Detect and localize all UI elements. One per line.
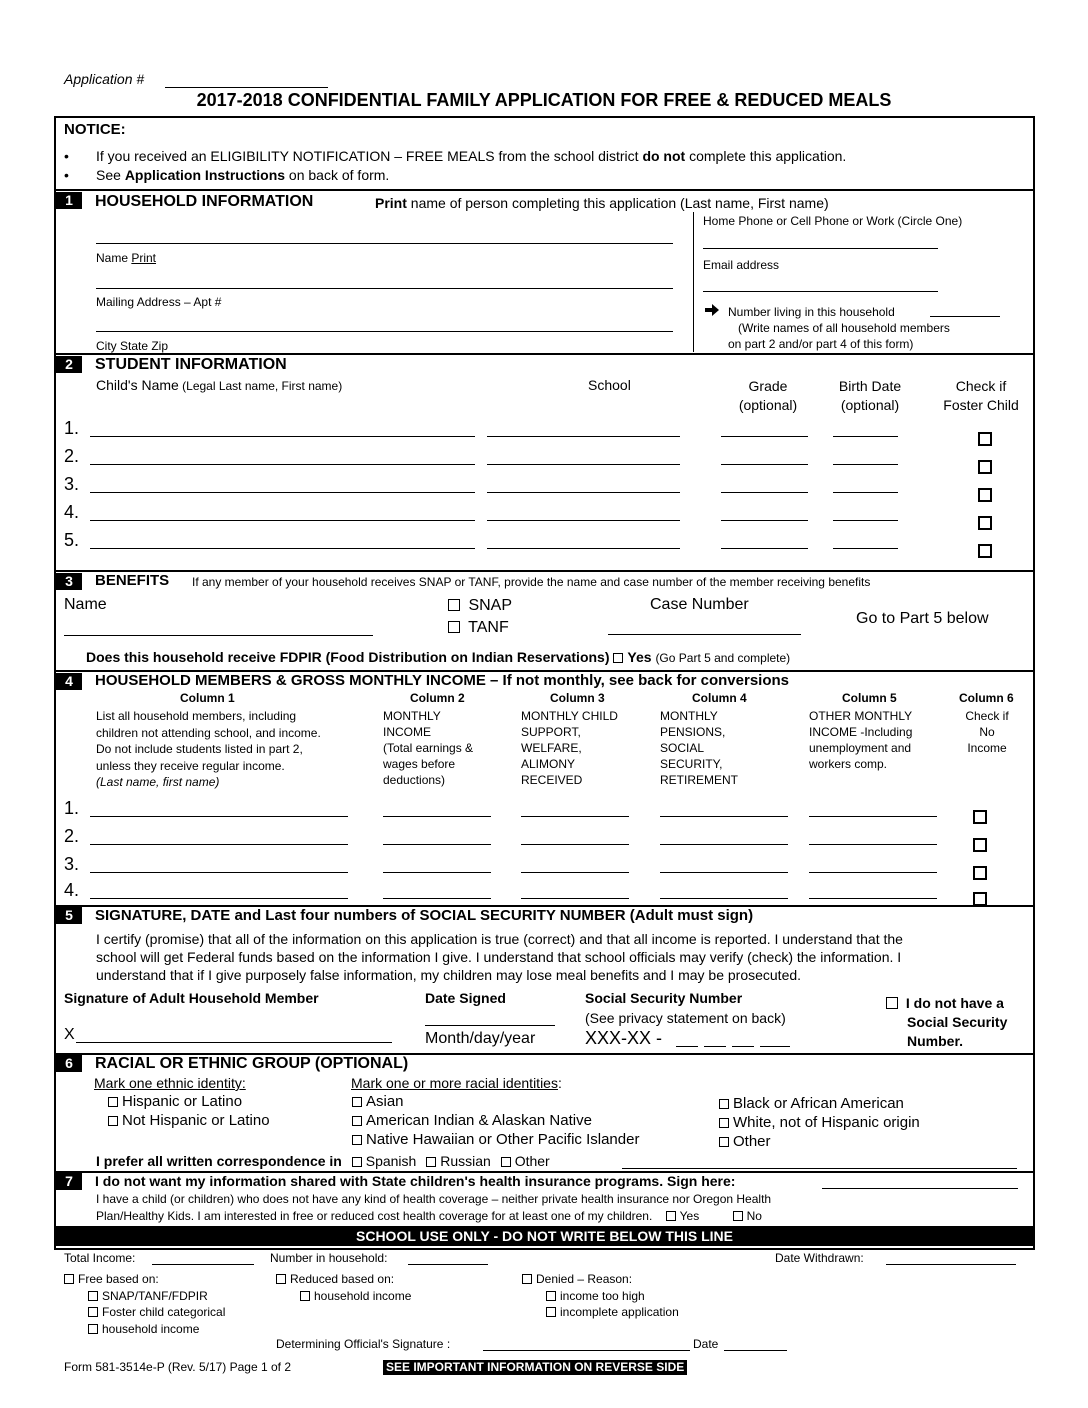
- no-ssn-checkbox[interactable]: [886, 997, 898, 1009]
- other-language-checkbox[interactable]: [501, 1157, 511, 1167]
- student-birth-date-field[interactable]: [833, 520, 898, 521]
- arrow-right-icon: [705, 303, 719, 321]
- monthly-income-field[interactable]: [383, 898, 491, 899]
- other-race-checkbox[interactable]: [719, 1137, 729, 1147]
- date-signed-field[interactable]: [425, 1025, 555, 1026]
- monthly-income-field[interactable]: [383, 844, 491, 845]
- email-field[interactable]: [703, 291, 938, 292]
- free-based-on: Free based on: SNAP/TANF/FDPIR Foster child categorical household income: [64, 1271, 225, 1337]
- other-income-field[interactable]: [809, 872, 937, 873]
- hawaiian-option[interactable]: Native Hawaiian or Other Pacific Islander: [352, 1131, 639, 1148]
- student-school-field[interactable]: [487, 436, 680, 437]
- denied-income-checkbox[interactable]: [546, 1291, 556, 1301]
- ssn-privacy-note: (See privacy statement on back): [585, 1010, 786, 1026]
- health-no-checkbox[interactable]: [733, 1211, 743, 1221]
- official-signature-field[interactable]: [483, 1350, 690, 1351]
- snap-checkbox[interactable]: [448, 599, 460, 611]
- reduced-based-on: Reduced based on: household income: [276, 1271, 411, 1304]
- column-6-text: Check if No Income: [965, 709, 1009, 755]
- student-birth-date-field[interactable]: [833, 492, 898, 493]
- no-income-checkbox[interactable]: [973, 866, 987, 880]
- student-grade-field[interactable]: [721, 492, 808, 493]
- foster-child-checkbox[interactable]: [978, 516, 992, 530]
- number-living-field[interactable]: [930, 316, 1000, 317]
- signature-x: X: [64, 1026, 75, 1043]
- monthly-income-field[interactable]: [383, 816, 491, 817]
- phone-label: Home Phone or Cell Phone or Work (Circle One): [703, 214, 963, 228]
- section-3-title: BENEFITS: [95, 572, 170, 589]
- other-language-field[interactable]: [622, 1168, 1017, 1169]
- student-name-field[interactable]: [90, 464, 475, 465]
- member-name-field[interactable]: [90, 898, 348, 899]
- column-6-header: Column 6: [959, 691, 1014, 705]
- column-3-text: MONTHLY CHILD SUPPORT, WELFARE, ALIMONY RECEIVED: [521, 709, 618, 787]
- benefits-name-label: Name: [64, 596, 107, 613]
- total-income-label: Total Income:: [64, 1251, 136, 1265]
- section-1-title: HOUSEHOLD INFORMATION: [95, 193, 314, 210]
- pensions-field[interactable]: [660, 898, 788, 899]
- birth-date-header: Birth Date (optional): [838, 378, 902, 413]
- case-number-label: Case Number: [650, 596, 749, 613]
- student-birth-date-field[interactable]: [833, 464, 898, 465]
- school-header: School: [588, 377, 631, 393]
- asian-checkbox[interactable]: [352, 1097, 362, 1107]
- column-3-header: Column 3: [550, 691, 605, 705]
- other-income-field[interactable]: [809, 844, 937, 845]
- ssn-format: XXX-XX -: [585, 1028, 663, 1048]
- number-household-field[interactable]: [408, 1264, 488, 1265]
- american-indian-checkbox[interactable]: [352, 1116, 362, 1126]
- pensions-field[interactable]: [660, 872, 788, 873]
- column-4-text: MONTHLY PENSIONS, SOCIAL SECURITY, RETIREMENT: [660, 709, 738, 787]
- ssn-digit-3[interactable]: [732, 1046, 754, 1047]
- fdpir-yes-checkbox[interactable]: [613, 653, 623, 663]
- application-number-field[interactable]: [165, 87, 328, 88]
- write-names-note-2: on part 2 and/or part 4 of this form): [728, 337, 914, 351]
- section-4-number: 4: [56, 673, 82, 690]
- ssn-digit-1[interactable]: [676, 1046, 698, 1047]
- number-living-label: Number living in this household: [728, 305, 895, 319]
- child-support-field[interactable]: [521, 844, 629, 845]
- student-row-number: 3.: [64, 474, 80, 494]
- print-name-field[interactable]: [96, 243, 673, 244]
- student-grade-field[interactable]: [721, 520, 808, 521]
- ethnic-label: Mark one ethnic identity:: [94, 1075, 246, 1091]
- write-names-note-1: (Write names of all household members: [738, 321, 950, 335]
- column-5-header: Column 5: [842, 691, 897, 705]
- section-2-title: STUDENT INFORMATION: [95, 356, 287, 373]
- mailing-address-label: Mailing Address – Apt #: [96, 295, 222, 309]
- no-income-checkbox[interactable]: [973, 892, 987, 906]
- name-print-label: Name Print: [96, 251, 157, 265]
- no-ssn-option[interactable]: I do not have a Social Security Number.: [886, 994, 1007, 1051]
- opt-out-signature-field[interactable]: [822, 1188, 1018, 1189]
- other-income-field[interactable]: [809, 898, 937, 899]
- child-name-header: Child's Name (Legal Last name, First name): [96, 377, 343, 393]
- free-income-checkbox[interactable]: [88, 1324, 98, 1334]
- ssn-digit-4[interactable]: [760, 1046, 790, 1047]
- section-7-title: I do not want my information shared with State children's health insurance programs. Sign here:: [95, 1173, 736, 1189]
- member-name-field[interactable]: [90, 816, 348, 817]
- go-to-part-5: Go to Part 5 below: [856, 610, 989, 627]
- student-grade-field[interactable]: [721, 548, 808, 549]
- foster-child-checkbox[interactable]: [978, 544, 992, 558]
- free-checkbox[interactable]: [64, 1274, 74, 1284]
- russian-checkbox[interactable]: [426, 1157, 436, 1167]
- not-hispanic-option[interactable]: Not Hispanic or Latino: [108, 1112, 270, 1129]
- child-support-field[interactable]: [521, 816, 629, 817]
- health-coverage-text-1: I have a child (or children) who does not have any kind of health coverage – neither private health insurance nor Oregon Health: [96, 1192, 772, 1206]
- print-name-instruction: Print name of person completing this application (Last name, First name): [375, 195, 829, 211]
- section-7-number: 7: [56, 1173, 82, 1190]
- hispanic-option[interactable]: Hispanic or Latino: [108, 1093, 242, 1110]
- student-grade-field[interactable]: [721, 464, 808, 465]
- column-2-header: Column 2: [410, 691, 465, 705]
- student-birth-date-field[interactable]: [833, 436, 898, 437]
- american-indian-option[interactable]: American Indian & Alaskan Native: [352, 1112, 592, 1129]
- student-name-field[interactable]: [90, 436, 475, 437]
- date-signed-label: Date Signed: [425, 990, 506, 1006]
- column-2-text: MONTHLY INCOME (Total earnings & wages before deductions): [383, 709, 474, 787]
- black-option[interactable]: Black or African American: [719, 1095, 904, 1112]
- section-2-number: 2: [56, 356, 82, 373]
- member-name-field[interactable]: [90, 872, 348, 873]
- reduced-checkbox[interactable]: [276, 1274, 286, 1284]
- grade-header: Grade (optional): [738, 378, 798, 413]
- health-yes-checkbox[interactable]: [666, 1211, 676, 1221]
- member-row-number: 1.: [64, 798, 80, 818]
- benefits-name-field[interactable]: [64, 635, 373, 636]
- member-row-number: 4.: [64, 880, 80, 900]
- section-1-number: 1: [56, 192, 82, 209]
- student-row-number: 1.: [64, 418, 80, 438]
- snap-option[interactable]: SNAP: [448, 597, 512, 615]
- child-support-field[interactable]: [521, 872, 629, 873]
- student-row-number: 2.: [64, 446, 80, 466]
- notice-heading: NOTICE:: [64, 121, 126, 138]
- mailing-address-field[interactable]: [96, 331, 673, 332]
- no-income-checkbox[interactable]: [973, 810, 987, 824]
- section-3-number: 3: [56, 573, 82, 590]
- denied-incomplete-checkbox[interactable]: [546, 1307, 556, 1317]
- student-school-field[interactable]: [487, 520, 680, 521]
- form-number: Form 581-3514e-P (Rev. 5/17) Page 1 of 2: [64, 1360, 292, 1374]
- health-coverage-text-2: Plan/Healthy Kids. I am interested in free or reduced cost health coverage for at least one of my children. Yes No: [96, 1209, 762, 1223]
- black-checkbox[interactable]: [719, 1099, 729, 1109]
- student-name-field[interactable]: [90, 492, 475, 493]
- child-support-field[interactable]: [521, 898, 629, 899]
- phone-field[interactable]: [703, 248, 938, 249]
- case-number-field[interactable]: [608, 634, 801, 635]
- foster-child-checkbox[interactable]: [978, 488, 992, 502]
- member-row-number: 3.: [64, 854, 80, 874]
- student-row-number: 4.: [64, 502, 80, 522]
- number-household-label: Number in household:: [270, 1251, 388, 1265]
- spanish-checkbox[interactable]: [352, 1157, 362, 1167]
- official-signature-label: Determining Official's Signature :: [276, 1337, 451, 1351]
- column-1-header: Column 1: [180, 691, 235, 705]
- official-date-field[interactable]: [724, 1350, 787, 1351]
- student-name-field[interactable]: [90, 548, 475, 549]
- foster-child-checkbox[interactable]: [978, 432, 992, 446]
- no-income-checkbox[interactable]: [973, 838, 987, 852]
- email-label: Email address: [703, 258, 780, 272]
- column-4-header: Column 4: [692, 691, 747, 705]
- monthly-income-field[interactable]: [383, 872, 491, 873]
- student-school-field[interactable]: [487, 548, 680, 549]
- tanf-option[interactable]: TANF: [448, 619, 509, 637]
- student-grade-field[interactable]: [721, 436, 808, 437]
- signature-field[interactable]: [76, 1042, 392, 1043]
- student-birth-date-field[interactable]: [833, 548, 898, 549]
- school-use-banner: SCHOOL USE ONLY - DO NOT WRITE BELOW THIS LINE: [55, 1226, 1034, 1246]
- other-race-option[interactable]: Other: [719, 1133, 771, 1150]
- free-snap-checkbox[interactable]: [88, 1291, 98, 1301]
- denied-checkbox[interactable]: [522, 1274, 532, 1284]
- pensions-field[interactable]: [660, 816, 788, 817]
- column-1-text: List all household members, including children not attending school, and income. Do not include students listed in part 2, unless they receive regular income. (Last name, first name): [96, 709, 321, 789]
- ssn-label: Social Security Number: [585, 990, 743, 1006]
- form-page: Application # 2017-2018 CONFIDENTIAL FAMILY APPLICATION FOR FREE & REDUCED MEALS NOTICE: • If you received an ELIGIBILITY NOTIFICATION – FREE MEALS from the school district do not complete this application. • See Application Instructions on back of form. 1 HOUSEHOLD INFORMATION Print name of person completing this application (Last name, First name) Home Phone or Cell Phone or Work (Circle One) Name Print Email address Mailing Address – Apt # Number living in this household (Write names of all household members on part 2 and/or part 4 of this form) City State Zip 2 STUDENT INFORMATION Child's Name (Legal Last name, First name) School Grade (optional) Birth Date (optional) Check if Foster Child 1. 2. 3. 4. 5. 3 BENEFITS If any member of your household receives SNAP or TANF, provide the name and case number of the member receiving benefits Name SNAP Case Number Go to Part 5 below TANF Does this household receive FDPIR (Food Distribution on Indian Reservations) Yes (Go Part 5 and complete) 4 HOUSEHOLD MEMBERS & GROSS MONTHLY INCOME – If not monthly, see back for conversions Column 1 List all household members, including children not attending school, and income. Do not include students listed in part 2, unless they receive regular income. (Last name, first name) Column 2 MONTHLY INCOME (Total earnings & wages before deductions) Column 3 MONTHLY CHILD SUPPORT, WELFARE, ALIMONY RECEIVED Column 4 MONTHLY PENSIONS, SOCIAL SECURITY, RETIREMENT Column 5 OTHER MONTHLY INCOME -Including unemployment and workers comp. Column 6 Check if No Income 1. 2. 3. 4. 5 SIGNATURE, DATE and Last four numbers of SOCIAL SECURITY NUMBER (Adult must sign) I certify (promise) that all of the information on this application is true (correct) and that all income is reported. I understand that the school will get Federal funds based on the information I give. I understand that school officials may verify (check) the information. I understand that if I give purposely false information, my children may lose meal benefits and I may be prosecuted. Signature of Adult Household Member Date Signed Social Security Number I do not have a Social Security Number. (See privacy statement on back) X Month/day/year XXX-XX - 6 RACIAL OR ETHNIC GROUP (OPTIONAL) Mark one ethnic identity: Mark one or more racial identities: Hispanic or Latino Asian Black or African American Not Hispanic or Latino American Indian & Alaskan Native White, not of Hispanic origin Native Hawaiian or Other Pacific Islander Other I prefer all written correspondence in Spanish Russian Other 7 I do not want my information shared with State children's health insurance programs. Sign here: I have a child (or children) who does not have any kind of health coverage – neither private health insurance nor Oregon Health Plan/Healthy Kids. I am interested in free or reduced cost health coverage for at least one of my children. Yes No SCHOOL USE ONLY - DO NOT WRITE BELOW THIS LINE Total Income: Number in household: Date Withdrawn: Free based on: SNAP/TANF/FDPIR Foster child categorical household income Reduced based on: household income Denied – Reason: income too high incomplete application Determining Official's Signature : Date Form 581-3514e-P (Rev. 5/17) Page 1 of 2 SEE IMPORTANT INFORMATION ON REVERSE SIDE: [0, 0, 1088, 1408]
- asian-option[interactable]: Asian: [352, 1093, 404, 1110]
- other-income-field[interactable]: [809, 816, 937, 817]
- date-withdrawn-label: Date Withdrawn:: [775, 1251, 864, 1265]
- name-field[interactable]: [96, 288, 673, 289]
- signature-label: Signature of Adult Household Member: [64, 990, 319, 1006]
- city-state-zip-label: City State Zip: [96, 339, 169, 353]
- reduced-income-checkbox[interactable]: [300, 1291, 310, 1301]
- hawaiian-checkbox[interactable]: [352, 1135, 362, 1145]
- section-5-title: SIGNATURE, DATE and Last four numbers of SOCIAL SECURITY NUMBER (Adult must sign): [95, 907, 754, 924]
- foster-child-checkbox[interactable]: [978, 460, 992, 474]
- fdpir-question: Does this household receive FDPIR (Food Distribution on Indian Reservations) Yes (Go Part 5 and complete): [86, 649, 791, 665]
- section-6-number: 6: [56, 1055, 82, 1072]
- date-format: Month/day/year: [425, 1030, 536, 1047]
- application-number-label: Application #: [64, 71, 145, 87]
- certify-statement: I certify (promise) that all of the information on this application is true (correct) and that all income is reported. I understand that the school will get Federal funds based on the information I give. I understand that school officials may verify (check) the information. I understand that if I give purposely false information, my children may lose meal benefits and I may be prosecuted.: [96, 931, 903, 983]
- official-date-label: Date: [693, 1337, 719, 1351]
- racial-label: Mark one or more racial identities:: [351, 1075, 562, 1091]
- student-school-field[interactable]: [487, 464, 680, 465]
- benefits-description: If any member of your household receives SNAP or TANF, provide the name and case number of the member receiving benefits: [192, 575, 871, 589]
- reverse-side-banner: SEE IMPORTANT INFORMATION ON REVERSE SIDE: [383, 1360, 687, 1375]
- foster-child-header: Check if Foster Child: [943, 378, 1019, 413]
- student-school-field[interactable]: [487, 492, 680, 493]
- member-row-number: 2.: [64, 826, 80, 846]
- pensions-field[interactable]: [660, 844, 788, 845]
- student-name-field[interactable]: [90, 520, 475, 521]
- member-name-field[interactable]: [90, 844, 348, 845]
- not-hispanic-checkbox[interactable]: [108, 1116, 118, 1126]
- correspondence-preference: I prefer all written correspondence in Spanish Russian Other: [96, 1153, 550, 1169]
- student-row-number: 5.: [64, 530, 80, 550]
- total-income-field[interactable]: [152, 1264, 254, 1265]
- free-foster-checkbox[interactable]: [88, 1307, 98, 1317]
- tanf-checkbox[interactable]: [448, 621, 460, 633]
- section-6-title: RACIAL OR ETHNIC GROUP (OPTIONAL): [95, 1055, 409, 1072]
- section-5-number: 5: [56, 907, 82, 924]
- white-checkbox[interactable]: [719, 1118, 729, 1128]
- section-4-title: HOUSEHOLD MEMBERS & GROSS MONTHLY INCOME – If not monthly, see back for conversions: [95, 672, 789, 689]
- white-option[interactable]: White, not of Hispanic origin: [719, 1114, 920, 1131]
- denied-reason: Denied – Reason: income too high incomplete application: [522, 1271, 679, 1321]
- ssn-digit-2[interactable]: [704, 1046, 726, 1047]
- form-title: 2017-2018 CONFIDENTIAL FAMILY APPLICATION FOR FREE & REDUCED MEALS: [196, 90, 892, 110]
- column-5-text: OTHER MONTHLY INCOME -Including unemployment and workers comp.: [809, 709, 913, 771]
- hispanic-checkbox[interactable]: [108, 1097, 118, 1107]
- date-withdrawn-field[interactable]: [886, 1264, 1016, 1265]
